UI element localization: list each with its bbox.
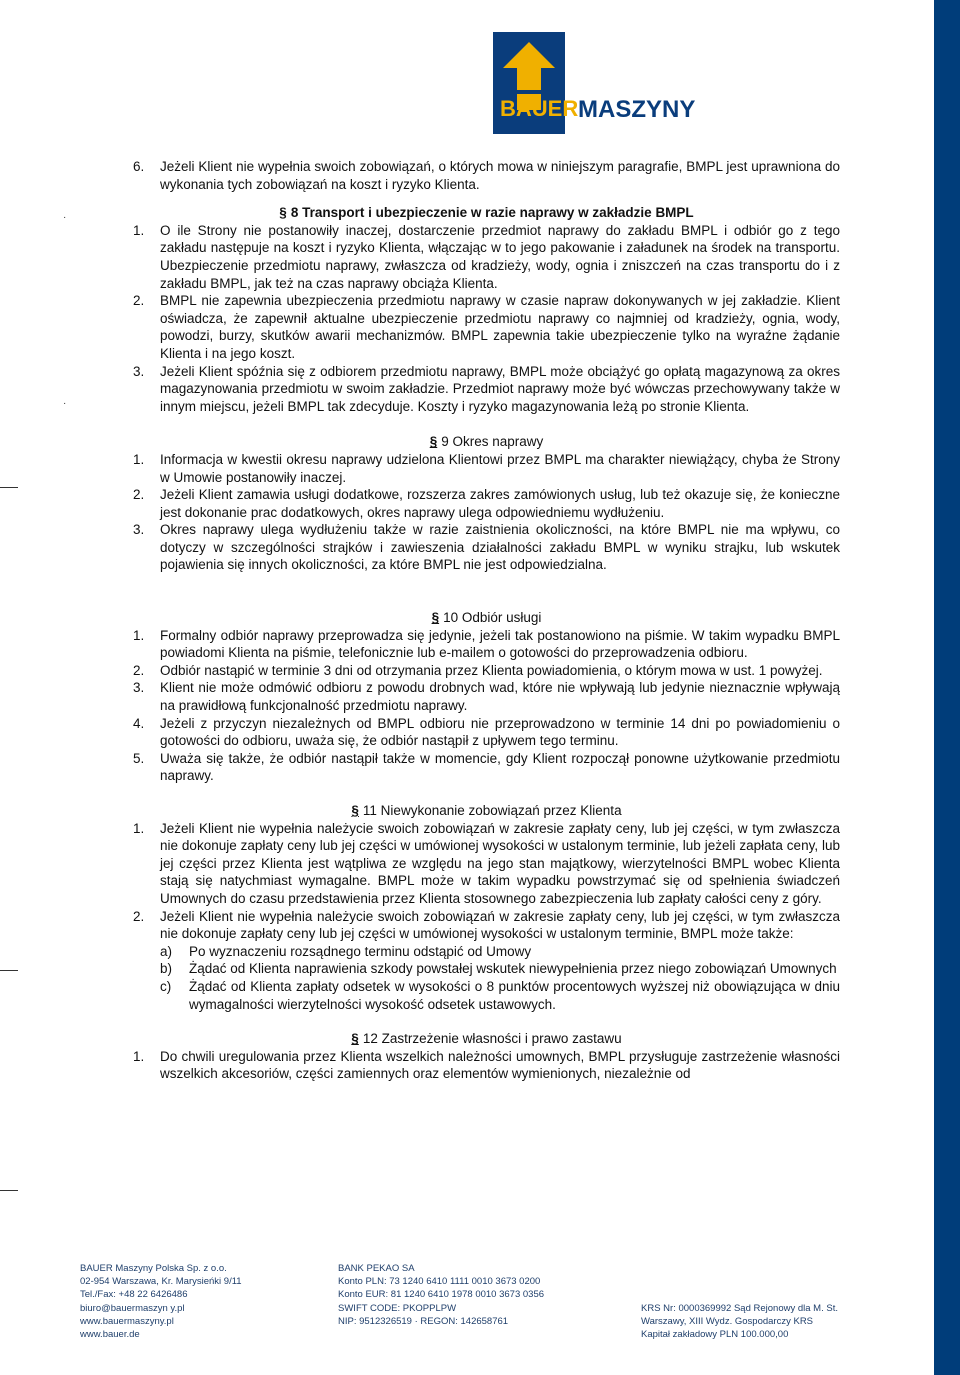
section-sign: § — [351, 1031, 359, 1047]
item-number: 6. — [133, 159, 145, 174]
footer-line: NIP: 9512326519 · REGON: 142658761 — [338, 1315, 509, 1327]
item-number: 5. — [133, 750, 145, 766]
footer-line: BAUER Maszyny Polska Sp. z o.o. — [80, 1263, 227, 1274]
list-item — [133, 1048, 840, 1083]
section-sign: § — [351, 803, 359, 818]
item-number: 1. — [133, 222, 145, 238]
margin-dot: · — [63, 212, 67, 223]
section-heading — [133, 802, 840, 820]
sub-item-text: Żądać od Klienta zapłaty odsetek w wysokości o 8 punktów procentowych wyższej niż obowiązująca w dniu wymagalności wierzytelności wysokość odsetek ustawowych. — [189, 978, 840, 1012]
footer-line: SWIFT CODE: PKOPPLPW — [338, 1302, 457, 1314]
section-title: 10 Odbiór usługi — [443, 610, 542, 626]
footer-registry — [641, 1302, 838, 1342]
page-edge-bar — [934, 0, 960, 1375]
sub-item-letter: b) — [160, 961, 173, 977]
list-item — [133, 363, 840, 416]
margin-dot: · — [63, 398, 67, 409]
section-sign: § — [431, 610, 440, 626]
item-text: Jeżeli Klient zamawia usługi dodatkowe, rozszerza zakres zamówionych usług, lub też okazuje się, że konieczne jest dokonanie prac dodatkowych, okres naprawy ulega odpowiedniemu wydłużeniu. — [160, 487, 840, 520]
footer-bank — [338, 1262, 544, 1328]
item-text: Informacja w kwestii okresu naprawy udzielona Klientowi przez BMPL ma charakter niewiążący, chyba że Strony w Umowie postanowiły inaczej. — [160, 451, 840, 485]
margin-tick — [0, 487, 18, 488]
item-number: 1. — [133, 451, 145, 467]
sub-item-text: Po wyznaczeniu rozsądnego terminu odstąpić od Umowy — [189, 943, 532, 959]
item-number: 2. — [133, 908, 145, 924]
sub-list-item — [160, 943, 840, 961]
item-text: Uważa się także, że odbiór nastąpił także w momencie, gdy Klient rozpoczął ponowne użytkowanie przedmiotu naprawy. — [160, 750, 840, 784]
section-title: 11 Niewykonanie zobowiązań przez Klienta — [362, 803, 622, 818]
section-title: 9 Okres naprawy — [441, 434, 544, 450]
item-text: Jeżeli Klient nie wypełnia swoich zobowiązań, o których mowa w niniejszym paragrafie, BMPL jest uprawniona do wykonania tych zobowiązań na koszt i ryzyko Klienta. — [160, 159, 840, 192]
list-item — [133, 486, 840, 521]
footer-line: Kapitał zakładowy PLN 100.000,00 — [641, 1329, 789, 1341]
item-number: 3. — [133, 680, 145, 696]
list-item — [133, 908, 840, 943]
item-text: Odbiór nastąpić w terminie 3 dni od otrzymania przez Klienta powiadomienia, o którym mowa w ust. 1 powyżej. — [160, 662, 823, 678]
section-heading — [133, 433, 840, 451]
list-item — [133, 715, 840, 750]
footer-line: Warszawy, XIII Wydz. Gospodarczy KRS — [641, 1316, 814, 1328]
item-text: Jeżeli z przyczyn niezależnych od BMPL odbioru nie przeprowadzono w terminie 14 dni po powiadomieniu o gotowości do odbioru, uważa się, że odbiór nastąpił z upływem tego terminu. — [160, 715, 840, 749]
footer-line: 02-954 Warszawa, Kr. Marysieńki 9/11 — [80, 1276, 242, 1288]
item-number: 1. — [133, 627, 145, 643]
footer-line: KRS Nr: 0000369992 Sąd Rejonowy dla M. St. — [641, 1303, 838, 1314]
margin-tick — [0, 1190, 18, 1191]
item-text: Formalny odbiór naprawy przeprowadza się jedynie, jeżeli tak postanowiono na piśmie. W takim wypadku BMPL powiadomi Klienta na piśmie, telefonicznie lub e-mailem o gotowości do przeprowadzenia odbioru. — [160, 627, 840, 661]
margin-tick — [0, 970, 18, 971]
item-number: 3. — [133, 363, 145, 379]
list-item — [133, 451, 840, 486]
section-sign: § — [429, 434, 438, 450]
item-text: Klient nie może odmówić odbioru z powodu drobnych wad, które nie wpływają lub jedynie nieznacznie wpływają na prawidłową funkcjonalność przedmiotu naprawy. — [160, 680, 840, 714]
item-number: 1. — [133, 820, 145, 836]
footer-line: Tel./Fax: +48 22 6426486 — [80, 1289, 188, 1301]
footer-email-link[interactable]: biuro@bauermaszyn y.pl — [80, 1302, 185, 1314]
list-item — [133, 679, 840, 714]
item-text: O ile Strony nie postanowiły inaczej, dostarczenie przedmiot naprawy do zakładu BMPL i odbiór go z tego zakładu następuje na koszt i ryzyko Klienta, włączając w to jego pakowanie i załadunek na środek na transportu. Ubezpieczenie przedmiotu naprawy, zwłaszcza od kradzieży, wody, ognia i zniszczeń na czas transportu do i z zakładu BMPL, jak też na czas naprawy obciąża Klienta. — [160, 222, 840, 291]
list-item — [133, 627, 840, 662]
list-item — [133, 222, 840, 292]
list-item — [133, 820, 840, 908]
section-heading — [133, 609, 840, 627]
list-item — [133, 750, 840, 785]
section-title: 12 Zastrzeżenie własności i prawo zastawu — [362, 1031, 622, 1047]
item-number: 1. — [133, 1048, 145, 1064]
item-number: 2. — [133, 487, 145, 503]
section-heading — [133, 204, 840, 222]
logo-bauer-text: BAUER — [500, 96, 579, 121]
list-item — [133, 292, 840, 362]
footer-web-link[interactable]: www.bauermaszyny.pl — [80, 1315, 174, 1327]
item-number: 2. — [133, 293, 145, 309]
item-number: 2. — [133, 662, 145, 678]
sub-item-letter: c) — [160, 978, 172, 994]
logo-maszyny-text: MASZYNY — [578, 96, 696, 123]
sub-item-text: Żądać od Klienta naprawienia szkody powstałej wskutek niewypełnienia przez niego zobowiązań Umownych — [189, 961, 837, 977]
section-sign: § — [279, 205, 287, 221]
list-item — [133, 662, 840, 680]
item-text: Jeżeli Klient nie wypełnia należycie swoich zobowiązań w zakresie zapłaty ceny, lub jej części, w tym zwłaszcza nie dokonuje zapłaty ceny lub jej części w umówionej wysokości w ustalonym terminie, BMPL może także: — [160, 908, 840, 942]
item-number: 3. — [133, 522, 145, 538]
footer-line: Konto EUR: 81 1240 6410 1978 0010 3673 0356 — [338, 1289, 545, 1301]
item-text: Jeżeli Klient spóźnia się z odbiorem przedmiotu naprawy, BMPL może obciążyć go opłatą magazynową za okres magazynowania przedmiotu w swoim zakładzie. Przedmiot naprawy może być wówczas przechowywany także w innym miejscu, jeżeli BMPL tak zdecyduje. Koszty i ryzyko magazynowania leżą po stronie Klienta. — [160, 363, 840, 414]
item-text: Okres naprawy ulega wydłużeniu także w razie zaistnienia okoliczności, na które BMPL nie ma wpływu, co dotyczy w szczególności strajków i zawieszenia działalności zakładu BMPL w wyniku strajku, lub wskutek pojawienia się innych okoliczności, za które BMPL nie jest odpowiedzialna. — [160, 522, 840, 573]
item-text: Do chwili uregulowania przez Klienta wszelkich należności umownych, BMPL przysługuje zastrzeżenie własności wszelkich akcesoriów, części zamiennych oraz elementów wymienionych, niezależnie od — [160, 1048, 840, 1082]
document-body — [133, 158, 840, 1083]
item-text: Jeżeli Klient nie wypełnia należycie swoich zobowiązań w zakresie zapłaty ceny, lub jej części, w tym zwłaszcza nie dokonuje zapłaty ceny lub jej części w umówionej wysokości w ustalonym terminie, lub jeżeli zapłata ceny, lub jej części przez Klienta jest wątpliwa ze względu na jego stan majątkowy, wierzytelności BMPL wobec Klienta stają się natychmiast wymagalne. BMPL może w takim wypadku powstrzymać się od spełnienia świadczeń Umownych do czasu przedstawienia przez Klienta stosownego zabezpieczenia lub zapłaty całości ceny z góry. — [160, 820, 840, 906]
footer-company — [80, 1262, 242, 1341]
sub-item-letter: a) — [160, 943, 173, 959]
item-text: BMPL nie zapewnia ubezpieczenia przedmiotu naprawy w czasie napraw dokonywanych w jej zakładzie. Klient oświadcza, że zapewnił aktualne ubezpieczenie przedmiotu naprawy co najmniej od kradzieży, ognia, wody, powodzi, burzy, skutków awarii mechanizmów. BMPL zapewnia takie ubezpieczenie tylko na wyraźne żądanie Klienta i na jego koszt. — [160, 293, 840, 361]
section-title: 8 Transport i ubezpieczenie w razie naprawy w zakładzie BMPL — [290, 205, 694, 221]
footer-line: BANK PEKAO SA — [338, 1263, 415, 1274]
item-number: 4. — [133, 715, 145, 731]
footer-web-link[interactable]: www.bauer.de — [80, 1329, 140, 1341]
sub-list-item — [160, 960, 840, 978]
sub-list-item — [160, 978, 840, 1013]
section-heading — [133, 1030, 840, 1048]
list-item — [133, 158, 840, 193]
list-item — [133, 521, 840, 574]
footer-line: Konto PLN: 73 1240 6410 1111 0010 3673 0200 — [338, 1276, 541, 1288]
